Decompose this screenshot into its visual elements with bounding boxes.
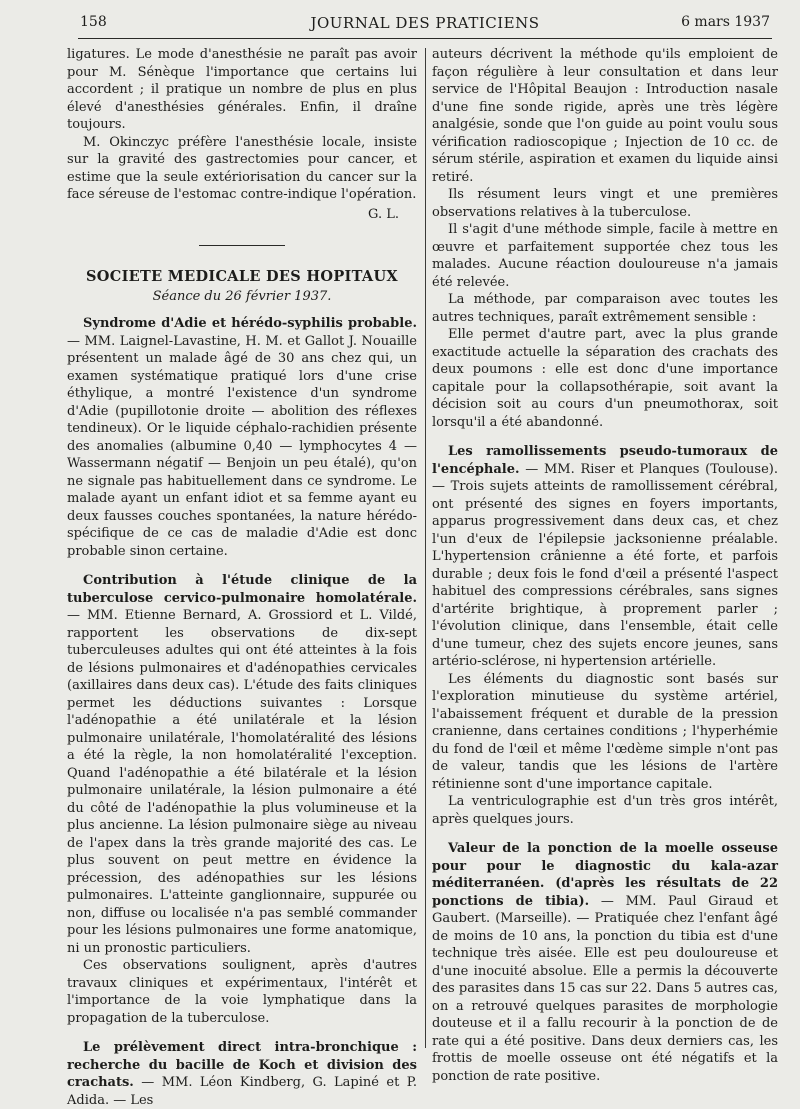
paragraph: La méthode, par comparaison avec toutes les autres techniques, paraît extrêmement sensible : [432,292,778,325]
article-title: Le prélèvement direct intra-bronchique : recherche du bacille de Koch et division des crachats. [67,1040,417,1090]
article-title: Syndrome d'Adie et hérédo-syphilis probable. [83,316,417,331]
article-title: Les ramollissements pseudo-tumoraux de l'encéphale. [432,444,778,477]
paragraph: Elle permet d'autre part, avec la plus grande exactitude actuelle la séparation des crachats des deux poumons : elle est donc d'une importance capitale pour la collapsothérapie, soit avant la décision soit au cours d'un pneumothorax, soit lorsqu'il a été abandonné. [432,327,778,430]
article-body: — MM. Léon Kindberg, G. Lapiné et P. Adida. — Les [67,1075,417,1108]
right-column [432,46,778,1085]
article-body: — MM. Laignel-Lavastine, H. M. et Gallot J. Nouaille présentent un malade âgé de 30 ans chez qui, un examen systématique pratiqué lors d'une crise éthylique, a montré l'existence d'un syndrome d'Adie (pupillotonie droite — abolition des réflexes tendineux). Or le liquide céphalo-rachidien présente des anomalies (albumine 0,40 — lymphocytes 4 — Wassermann négatif — Benjoin un peu étalé), qu'on ne signale pas habituellement dans ce syndrome. Le malade ayant un enfant idiot et sa femme ayant eu deux fausses couches spontanées, la nature hérédo-spécifique de ce cas de maladie d'Adie est donc probable sinon certaine. [67,333,417,559]
paragraph: Les éléments du diagnostic sont basés sur l'exploration minutieuse du système artériel, l'abaissement fréquent et durable de la pression cranienne, dans certaines conditions ; l'hyperhémie du fond de l'œil et même l'œdème simple n'ont pas de valeur, tandis que les lésions de l'artère rétinienne sont d'une importance capitale. [432,671,778,792]
article-tuberculose [67,572,417,957]
article-kala-azar [432,840,778,1085]
header-rule [78,38,772,39]
article-adie [67,315,417,560]
article-ramollissements [432,443,778,671]
article-body: — MM. Riser et Planques (Toulouse). — Trois sujets atteints de ramollissement cérébral, ont présenté des signes en foyers importants, apparus progressivement dans deux cas, et chez l'un d'eux de l'épilepsie jacksonienne préalable. L'hypertension crânienne a été forte, et parfois durable ; deux fois le fond d'œil a présenté l'aspect habituel des compressions cérébrales, sans signes d'artérite brightique, à proprement parler ; l'évolution clinique, dans l'ensemble, était celle d'une tumeur, chez des sujets encore jeunes, sans artério-sclérose, ni hypertension artérielle. [432,461,778,669]
session-date: Séance du 26 février 1937. [152,288,332,304]
article-title: Valeur de la ponction de la moelle osseuse pour pour le diagnostic du kala-azar méditerranéen. (d'après les résultats de 22 ponctions de tibia). [432,841,778,909]
article-body: — MM. Paul Giraud et Gaubert. (Marseille). — Pratiquée chez l'enfant âgé de moins de 10 ans, la ponction du tibia est d'une technique très aisée. Elle est peu douloureuse et d'une inocuité absolue. Elle a permis la découverte des parasites dans 15 cas sur 22. Dans 5 autres cas, on a retrouvé quelques parasites de morphologie douteuse et il a fallu recourir à la ponction de de rate qui a été positive. Dans deux derniers cas, les frottis de moelle osseuse ont été négatifs et la ponction de rate positive. [432,893,779,1084]
paragraph: Ils résument leurs vingt et une premières observations relatives à la tuberculose. [432,187,778,220]
section-separator [199,245,285,246]
paragraph: La ventriculographie est d'un très gros intérêt, après quelques jours. [432,794,778,827]
left-column [67,46,417,1109]
paragraph: ligatures. Le mode d'anesthésie ne paraît pas avoir pour M. Sénèque l'importance que certains lui accordent ; il pratique un nombre de plus en plus élevé d'anesthésies générales. Enfin, il draîne toujours. [67,47,417,132]
page-number: 158 [80,14,107,30]
issue-date: 6 mars 1937 [681,14,770,30]
page-header [80,14,770,38]
signature: G. L. [368,206,399,222]
paragraph: M. Okinczyc préfère l'anesthésie locale, insiste sur la gravité des gastrectomies pour cancer, et estime que la seule extériorisation du cancer sur la face séreuse de l'estomac contre-indique l'opération. [67,134,417,202]
article-prelevement [67,1039,417,1109]
article-body: — MM. Etienne Bernard, A. Grossiord et L. Vildé, rapportent les observations de dix-sept tuberculeuses adultes qui ont été atteintes à la fois de lésions pulmonaires et d'adénopathies cervicales (axillaires dans deux cas). L'étude des faits cliniques permet les déductions suivantes : Lorsque l'adénopathie a été unilatérale et la lésion pulmonaire unilatérale, l'homolatéralité des lésions a été la règle, la non homolatéralité l'exception. Quand l'adénopathie a été bilatérale et la lésion pulmonaire unilatérale, la lésion pulmonaire a été du côté de l'adénopathie la plus volumineuse et la plus ancienne. La lésion pulmonaire siège au niveau de l'apex dans la très grande majorité des cas. Le plus souvent on peut mettre en évidence la précession, des adénopathies sur les lésions pulmonaires. L'atteinte ganglionnaire, suppurée ou non, diffuse ou localisée n'a pas semblé commander pour les lésions pulmonaires une forme anatomique, ni un pronostic particuliers. [67,608,417,956]
article-title: Contribution à l'étude clinique de la tuberculose cervico-pulmonaire homolatérale. [67,573,417,606]
paragraph: auteurs décrivent la méthode qu'ils emploient de façon régulière à leur consultation et dans leur service de l'Hôpital Beaujon : Introduction nasale d'une fine sonde rigide, après une très légère analgésie, sonde que l'on guide au point voulu sous vérification radioscopique ; Injection de 10 cc. de sérum stérile, aspiration et examen du liquide ainsi retiré. [432,47,778,185]
column-divider [425,48,426,1048]
society-heading: SOCIETE MEDICALE DES HOPITAUX [86,268,398,285]
paragraph: Ces observations soulignent, après d'autres travaux cliniques et expérimentaux, l'intérêt et l'importance de la voie lymphatique dans la propagation de la tuberculose. [67,958,417,1026]
journal-title: JOURNAL DES PRATICIENS [310,14,540,32]
paragraph: Il s'agit d'une méthode simple, facile à mettre en œuvre et parfaitement supportée chez tous les malades. Aucune réaction douloureuse n'a jamais été relevée. [432,222,778,290]
